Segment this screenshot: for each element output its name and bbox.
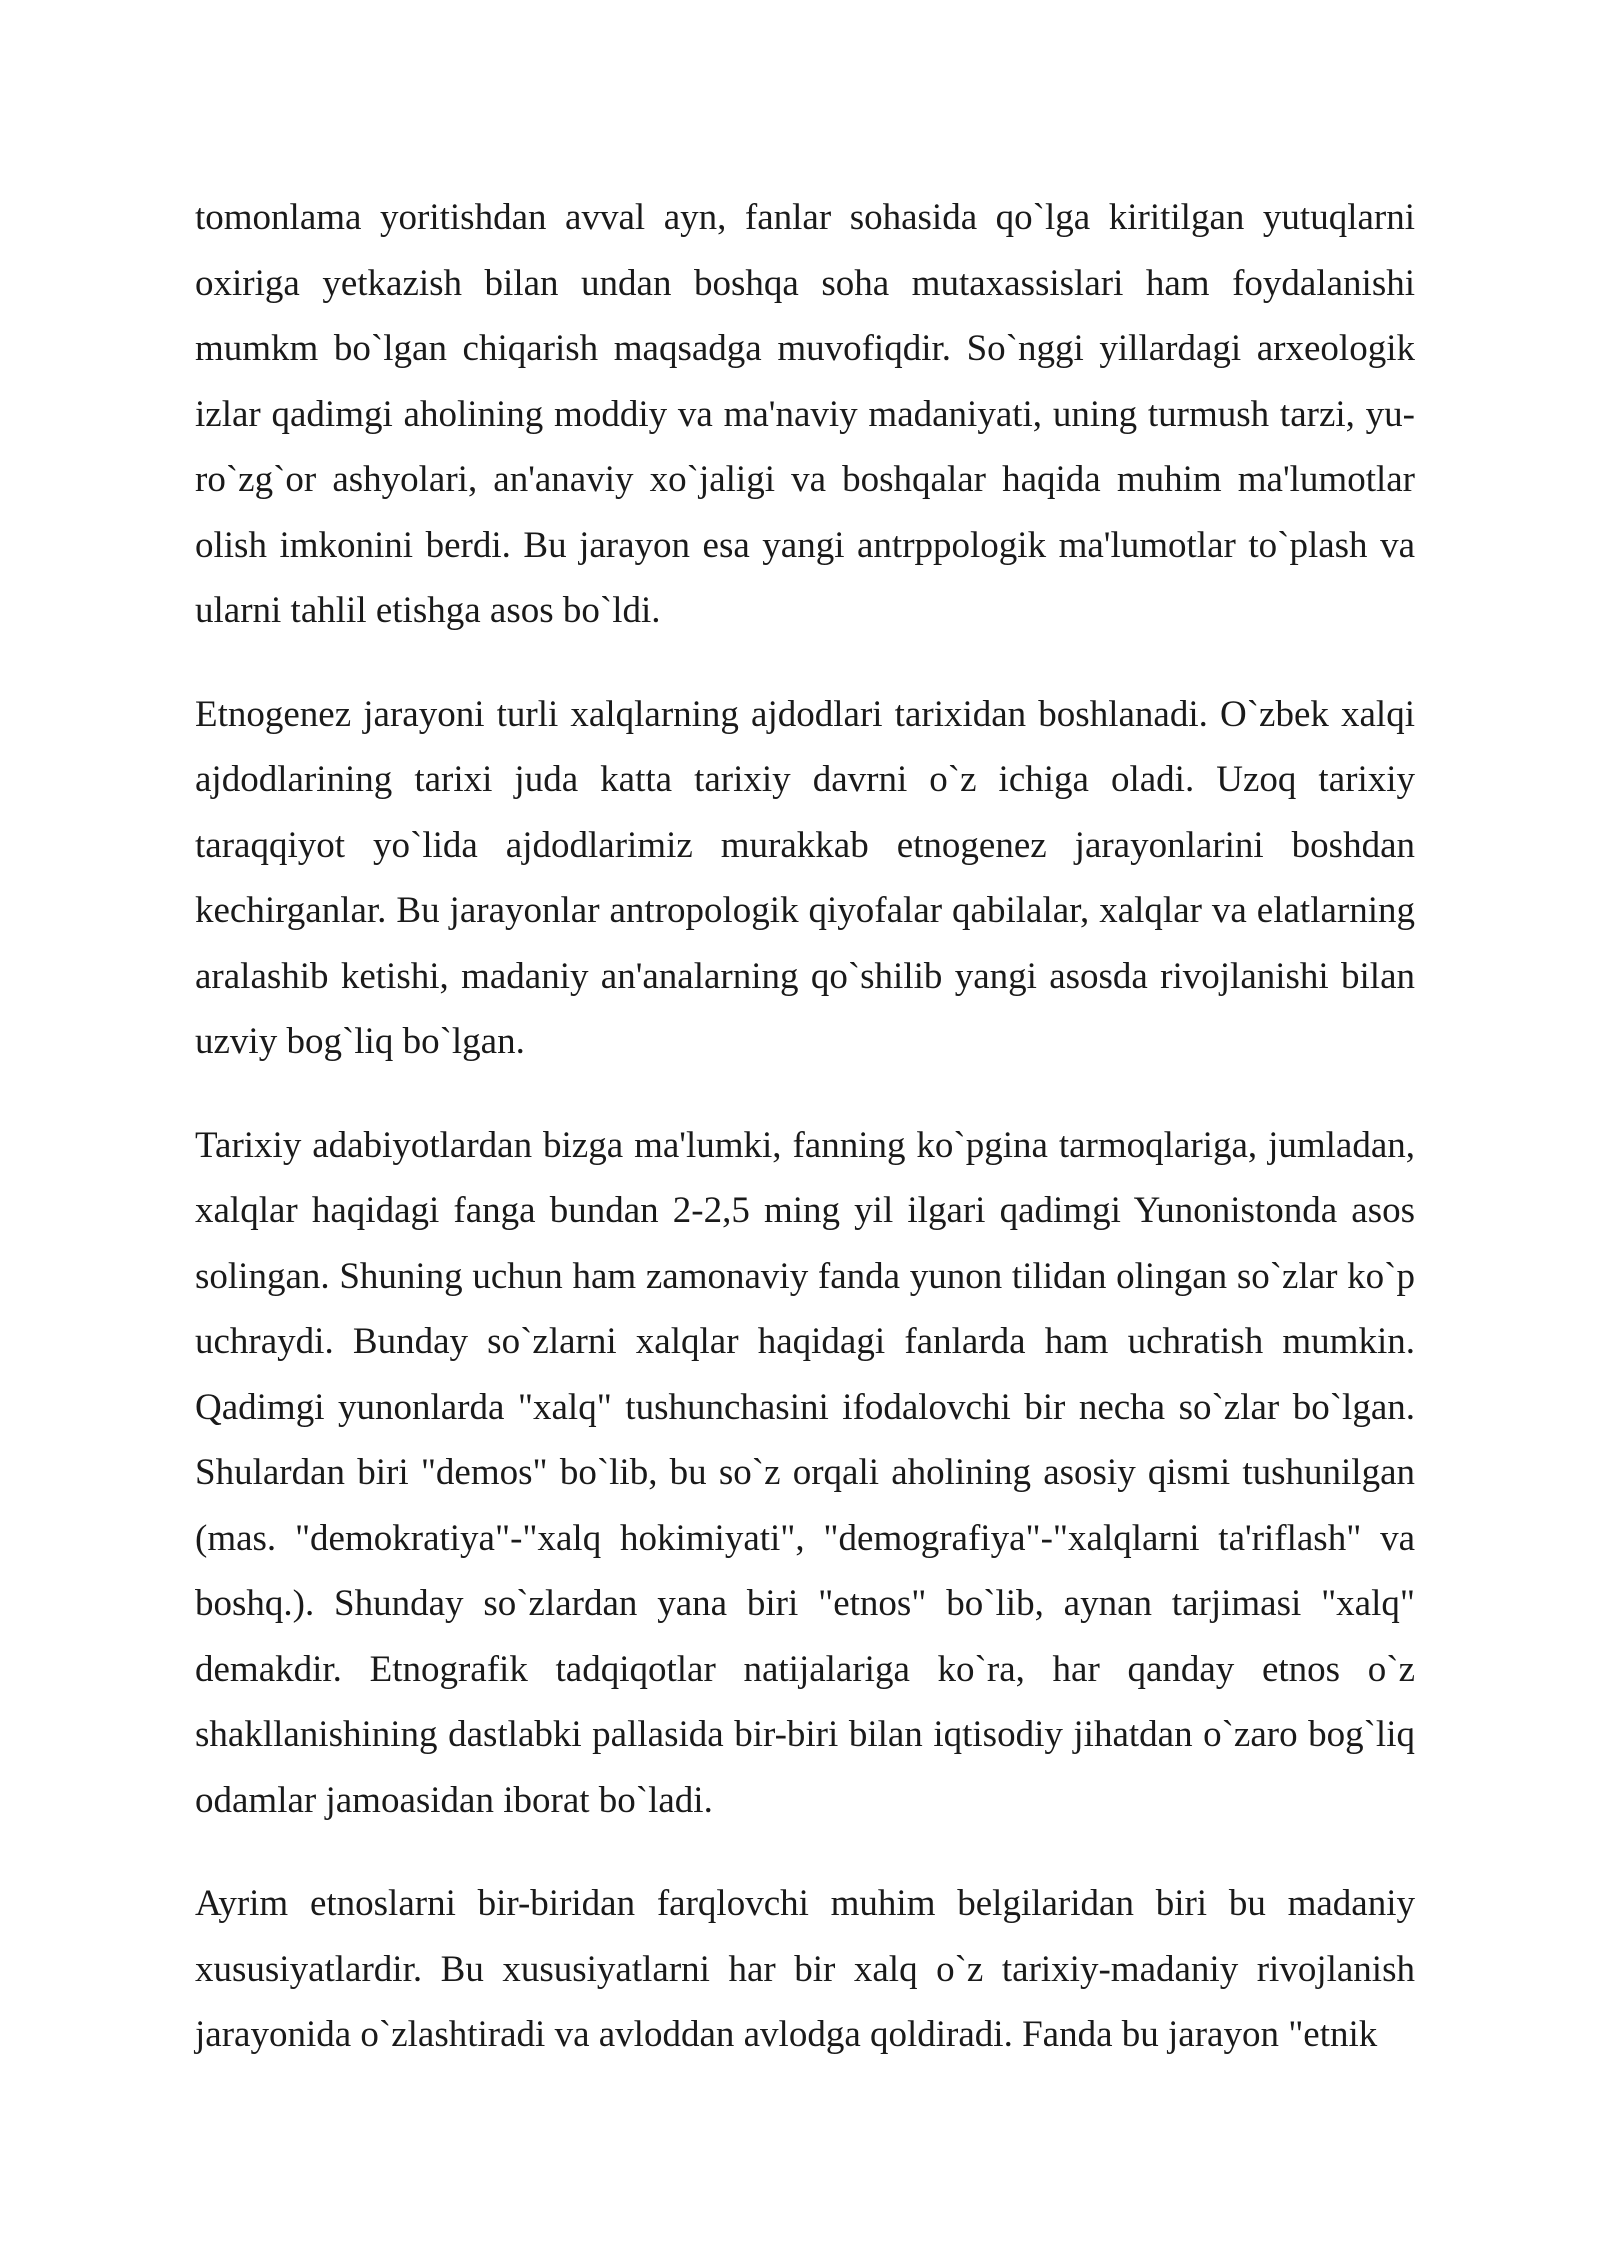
paragraph-3: Tarixiy adabiyotlardan bizga ma'lumki, fanning ko`pgina tarmoqlariga, jumladan, xalqlar haqidagi fanga bundan 2-2,5 ming yil ilgari qadimgi Yunonistonda asos solingan. Shuning uchun ham zamonaviy fanda yunon tilidan olingan so`zlar ko`p uchraydi. Bunday so`zlarni xalqlar haqidagi fanlarda ham uchratish mumkin. Qadimgi yunonlarda "xalq" tushunchasini ifodalovchi bir necha so`zlar bo`lgan. Shulardan biri "demos" bo`lib, bu so`z orqali aholining asosiy qismi tushunilgan (mas. "demokratiya"-"xalq hokimiyati", "demografiya"-"xalqlarni ta'riflash" va boshq.). Shunday so`zlardan yana biri "etnos" bo`lib, aynan tarjimasi "xalq" demakdir. Etnografik tadqiqotlar natijalariga ko`ra, har qanday etnos o`z shakllanishining dastlabki pallasida bir-biri bilan iqtisodiy jihatdan o`zaro bog`liq odamlar jamoasidan iborat bo`ladi. [195, 1124, 1415, 1821]
paragraph-1: tomonlama yoritishdan avval ayn, fanlar sohasida qo`lga kiritilgan yutuqlarni oxiriga yetkazish bilan undan boshqa soha mutaxassislari ham foydalanishi mumkm bo`lgan chiqarish maqsadga muvofiqdir. So`nggi yillardagi arxeologik izlar qadimgi aholining moddiy va ma'naviy madaniyati, uning turmush tarzi, yuro`zg`or ashyolari, an'anaviy xo`jaligi va boshqalar haqida muhim ma'lumotlar olish imkonini berdi. Bu jarayon esa yangi antrppologik ma'lumotlar to`plash va ularni tahlil etishga asos bo`ldi. [195, 197, 1415, 631]
document-page [195, 185, 1415, 2106]
paragraph-2: Etnogenez jarayoni turli xalqlarning ajdodlari tarixidan boshlanadi. O`zbek xalqi ajdodlarining tarixi juda katta tarixiy davrni o`z ichiga oladi. Uzoq tarixiy taraqqiyot yo`lida ajdodlarimiz murakkab etnogenez jarayonlarini boshdan kechirganlar. Bu jarayonlar antropologik qiyofalar qabilalar, xalqlar va elatlarning aralashib ketishi, madaniy an'analarning qo`shilib yangi asosda rivojlanishi bilan uzviy bog`liq bo`lgan. [195, 693, 1415, 1062]
paragraph-4: Ayrim etnoslarni bir-biridan farqlovchi muhim belgilaridan biri bu madaniy xususiyatlardir. Bu xususiyatlarni har bir xalq o`z tarixiy-madaniy rivojlanish jarayonida o`zlashtiradi va avloddan avlodga qoldiradi. Fanda bu jarayon "etnik [195, 1883, 1415, 2055]
